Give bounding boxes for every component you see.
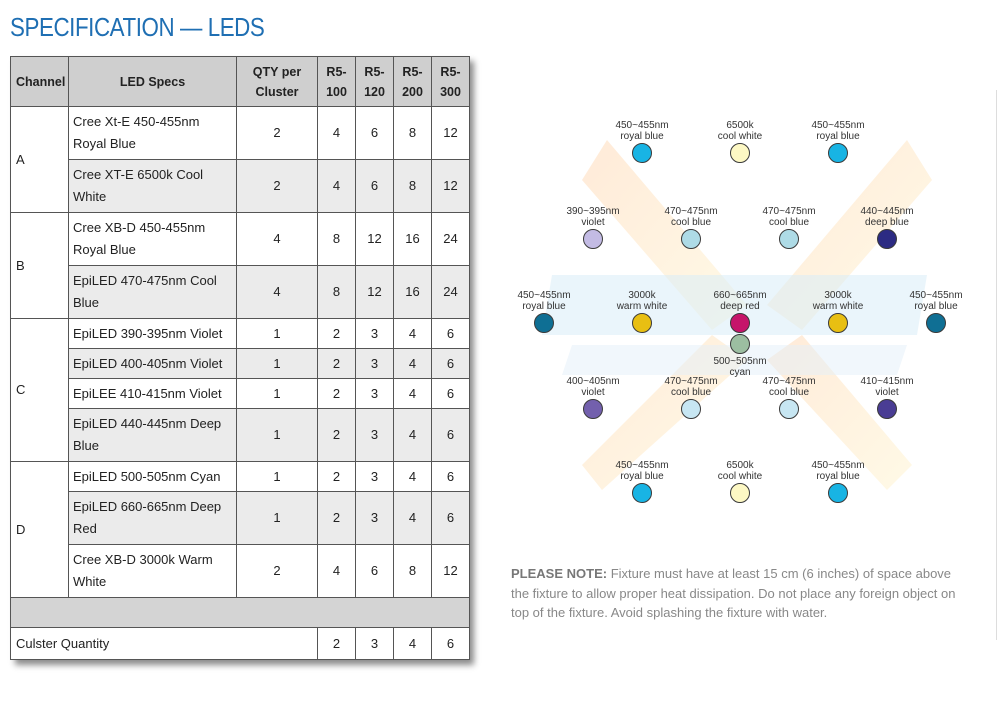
- led-color-label: cool blue: [670, 217, 712, 228]
- table-row: [11, 409, 470, 462]
- table-row: [11, 492, 470, 545]
- led-color-label: warm white: [812, 301, 864, 312]
- model-count-cell: 3: [356, 349, 394, 379]
- led-marker: [734, 376, 844, 419]
- qty-cell: 2: [237, 545, 318, 598]
- channel-cell: C: [11, 319, 69, 462]
- led-marker: [685, 290, 795, 333]
- led-marker: [783, 290, 893, 333]
- led-wavelength-label: 6500k: [726, 120, 754, 131]
- led-marker: [832, 376, 942, 419]
- table-row: [11, 107, 470, 160]
- model-count-cell: 4: [318, 107, 356, 160]
- led-color-label: royal blue: [620, 131, 664, 142]
- qty-cell: 4: [237, 213, 318, 266]
- led-marker: [587, 290, 697, 333]
- qty-cell: 1: [237, 379, 318, 409]
- qty-cell: 1: [237, 319, 318, 349]
- model-count-cell: 12: [356, 266, 394, 319]
- led-dot: [779, 399, 799, 419]
- model-count-cell: 8: [394, 545, 432, 598]
- cluster-quantity-row: [11, 628, 470, 660]
- cluster-quantity-cell: 2: [318, 628, 356, 660]
- led-wavelength-label: 470~475nm: [664, 376, 718, 387]
- model-count-cell: 8: [394, 107, 432, 160]
- led-color-label: royal blue: [620, 471, 664, 482]
- led-wavelength-label: 440~445nm: [860, 206, 914, 217]
- led-color-label: cyan: [729, 367, 751, 378]
- led-wavelength-label: 450~455nm: [517, 290, 571, 301]
- model-count-cell: 6: [432, 492, 470, 545]
- led-marker: [587, 120, 697, 163]
- led-wavelength-label: 470~475nm: [762, 376, 816, 387]
- led-spec-cell: Cree XT-E 6500k Cool White: [69, 160, 237, 213]
- led-spec-cell: EpiLED 470-475nm Cool Blue: [69, 266, 237, 319]
- led-wavelength-label: 3000k: [628, 290, 656, 301]
- led-color-label: cool blue: [670, 387, 712, 398]
- table-header-row: [11, 57, 470, 107]
- model-count-cell: 12: [432, 107, 470, 160]
- cluster-quantity-cell: 6: [432, 628, 470, 660]
- led-wavelength-label: 470~475nm: [664, 206, 718, 217]
- led-spec-table: [10, 56, 470, 660]
- table-row: [11, 545, 470, 598]
- led-spec-table-container: [10, 56, 469, 660]
- led-wavelength-label: 500~505nm: [713, 356, 767, 367]
- model-count-cell: 2: [318, 379, 356, 409]
- model-count-cell: 4: [318, 160, 356, 213]
- model-count-cell: 12: [432, 160, 470, 213]
- table-row: [11, 213, 470, 266]
- model-count-cell: 6: [356, 160, 394, 213]
- model-count-cell: 12: [356, 213, 394, 266]
- led-marker: [685, 460, 795, 503]
- header-led-specs: LED Specs: [69, 57, 237, 107]
- model-count-cell: 6: [356, 107, 394, 160]
- model-count-cell: 6: [432, 379, 470, 409]
- model-count-cell: 4: [318, 545, 356, 598]
- note-text: Fixture must have at least 15 cm (6 inches) of space above the fixture to allow proper heat dissipation. Do not place any foreign object on top of the fixture. Avoid splashing the fixture with water.: [511, 566, 956, 620]
- led-marker: [881, 290, 991, 333]
- model-count-cell: 8: [318, 213, 356, 266]
- led-dot: [583, 229, 603, 249]
- led-marker: [685, 334, 795, 378]
- led-dot: [779, 229, 799, 249]
- model-count-cell: 6: [432, 349, 470, 379]
- led-spec-cell: EpiLEE 410-415nm Violet: [69, 379, 237, 409]
- led-dot: [632, 483, 652, 503]
- led-color-label: warm white: [616, 301, 668, 312]
- led-dot: [681, 399, 701, 419]
- led-marker: [636, 206, 746, 249]
- model-count-cell: 24: [432, 213, 470, 266]
- header-model: R5-300: [432, 57, 470, 107]
- cluster-quantity-cell: 4: [394, 628, 432, 660]
- led-color-label: cool white: [717, 471, 763, 482]
- channel-cell: D: [11, 462, 69, 598]
- qty-cell: 2: [237, 107, 318, 160]
- led-color-label: royal blue: [522, 301, 566, 312]
- led-dot: [730, 313, 750, 333]
- led-color-label: violet: [581, 387, 605, 398]
- page-title: SPECIFICATION — LEDS: [10, 12, 265, 42]
- table-row: [11, 349, 470, 379]
- model-count-cell: 4: [394, 349, 432, 379]
- spacer-cell: [11, 598, 470, 628]
- channel-cell: A: [11, 107, 69, 213]
- model-count-cell: 4: [394, 462, 432, 492]
- model-count-cell: 6: [432, 462, 470, 492]
- led-dot: [828, 143, 848, 163]
- qty-cell: 1: [237, 462, 318, 492]
- led-marker: [685, 120, 795, 163]
- cluster-quantity-cell: 3: [356, 628, 394, 660]
- divider: [996, 90, 997, 640]
- model-count-cell: 8: [394, 160, 432, 213]
- led-marker: [832, 206, 942, 249]
- led-marker: [489, 290, 599, 333]
- led-spec-cell: EpiLED 400-405nm Violet: [69, 349, 237, 379]
- led-marker: [783, 460, 893, 503]
- model-count-cell: 24: [432, 266, 470, 319]
- model-count-cell: 3: [356, 379, 394, 409]
- header-channel: Channel: [11, 57, 69, 107]
- led-color-label: royal blue: [816, 131, 860, 142]
- model-count-cell: 2: [318, 409, 356, 462]
- led-dot: [926, 313, 946, 333]
- led-marker: [783, 120, 893, 163]
- led-wavelength-label: 470~475nm: [762, 206, 816, 217]
- model-count-cell: 3: [356, 319, 394, 349]
- table-body: [11, 107, 470, 660]
- led-marker: [538, 206, 648, 249]
- qty-cell: 2: [237, 160, 318, 213]
- header-model: R5-200: [394, 57, 432, 107]
- header-qty-per-cluster: QTY per Cluster: [237, 57, 318, 107]
- led-wavelength-label: 6500k: [726, 460, 754, 471]
- model-count-cell: 2: [318, 462, 356, 492]
- led-marker: [636, 376, 746, 419]
- table-row: [11, 462, 470, 492]
- model-count-cell: 3: [356, 492, 394, 545]
- led-spec-cell: Cree XB-D 450-455nm Royal Blue: [69, 213, 237, 266]
- led-color-label: cool blue: [768, 217, 810, 228]
- led-dot: [681, 229, 701, 249]
- led-dot: [828, 313, 848, 333]
- model-count-cell: 6: [356, 545, 394, 598]
- led-spec-cell: EpiLED 500-505nm Cyan: [69, 462, 237, 492]
- led-dot: [534, 313, 554, 333]
- led-wavelength-label: 3000k: [824, 290, 852, 301]
- spacer-row: [11, 598, 470, 628]
- table-row: [11, 266, 470, 319]
- table-row: [11, 160, 470, 213]
- table-row: [11, 379, 470, 409]
- led-marker: [734, 206, 844, 249]
- led-color-label: violet: [581, 217, 605, 228]
- model-count-cell: 8: [318, 266, 356, 319]
- led-dot: [632, 313, 652, 333]
- led-dot: [583, 399, 603, 419]
- cluster-quantity-label: Culster Quantity: [11, 628, 318, 660]
- please-note: [511, 564, 971, 623]
- qty-cell: 1: [237, 409, 318, 462]
- led-spec-cell: EpiLED 660-665nm Deep Red: [69, 492, 237, 545]
- led-spec-cell: EpiLED 440-445nm Deep Blue: [69, 409, 237, 462]
- model-count-cell: 3: [356, 462, 394, 492]
- led-dot: [632, 143, 652, 163]
- led-wavelength-label: 660~665nm: [713, 290, 767, 301]
- led-dot: [730, 334, 750, 354]
- qty-cell: 4: [237, 266, 318, 319]
- led-dot: [730, 143, 750, 163]
- table-row: [11, 319, 470, 349]
- led-color-label: royal blue: [816, 471, 860, 482]
- model-count-cell: 2: [318, 319, 356, 349]
- note-label: PLEASE NOTE:: [511, 566, 608, 581]
- led-wavelength-label: 450~455nm: [811, 120, 865, 131]
- led-wavelength-label: 450~455nm: [615, 460, 669, 471]
- model-count-cell: 6: [432, 409, 470, 462]
- model-count-cell: 16: [394, 213, 432, 266]
- led-spec-cell: EpiLED 390-395nm Violet: [69, 319, 237, 349]
- led-marker: [538, 376, 648, 419]
- model-count-cell: 16: [394, 266, 432, 319]
- led-wavelength-label: 450~455nm: [615, 120, 669, 131]
- model-count-cell: 3: [356, 409, 394, 462]
- led-color-label: cool white: [717, 131, 763, 142]
- led-color-label: deep blue: [865, 217, 909, 228]
- led-spec-cell: Cree XB-D 3000k Warm White: [69, 545, 237, 598]
- header-model: R5-120: [356, 57, 394, 107]
- model-count-cell: 2: [318, 349, 356, 379]
- model-count-cell: 12: [432, 545, 470, 598]
- header-model: R5-100: [318, 57, 356, 107]
- led-wavelength-label: 450~455nm: [909, 290, 963, 301]
- led-marker: [587, 460, 697, 503]
- model-count-cell: 4: [394, 409, 432, 462]
- led-dot: [877, 399, 897, 419]
- led-wavelength-label: 390~395nm: [566, 206, 620, 217]
- led-color-label: cool blue: [768, 387, 810, 398]
- qty-cell: 1: [237, 492, 318, 545]
- led-wavelength-label: 400~405nm: [566, 376, 620, 387]
- led-cluster-diagram: [512, 120, 982, 520]
- channel-cell: B: [11, 213, 69, 319]
- led-wavelength-label: 450~455nm: [811, 460, 865, 471]
- led-wavelength-label: 410~415nm: [860, 376, 914, 387]
- led-spec-cell: Cree Xt-E 450-455nm Royal Blue: [69, 107, 237, 160]
- led-color-label: royal blue: [914, 301, 958, 312]
- led-color-label: violet: [875, 387, 899, 398]
- led-color-label: deep red: [720, 301, 760, 312]
- qty-cell: 1: [237, 349, 318, 379]
- led-dot: [828, 483, 848, 503]
- model-count-cell: 4: [394, 319, 432, 349]
- model-count-cell: 4: [394, 379, 432, 409]
- led-dot: [877, 229, 897, 249]
- led-dot: [730, 483, 750, 503]
- model-count-cell: 2: [318, 492, 356, 545]
- model-count-cell: 4: [394, 492, 432, 545]
- model-count-cell: 6: [432, 319, 470, 349]
